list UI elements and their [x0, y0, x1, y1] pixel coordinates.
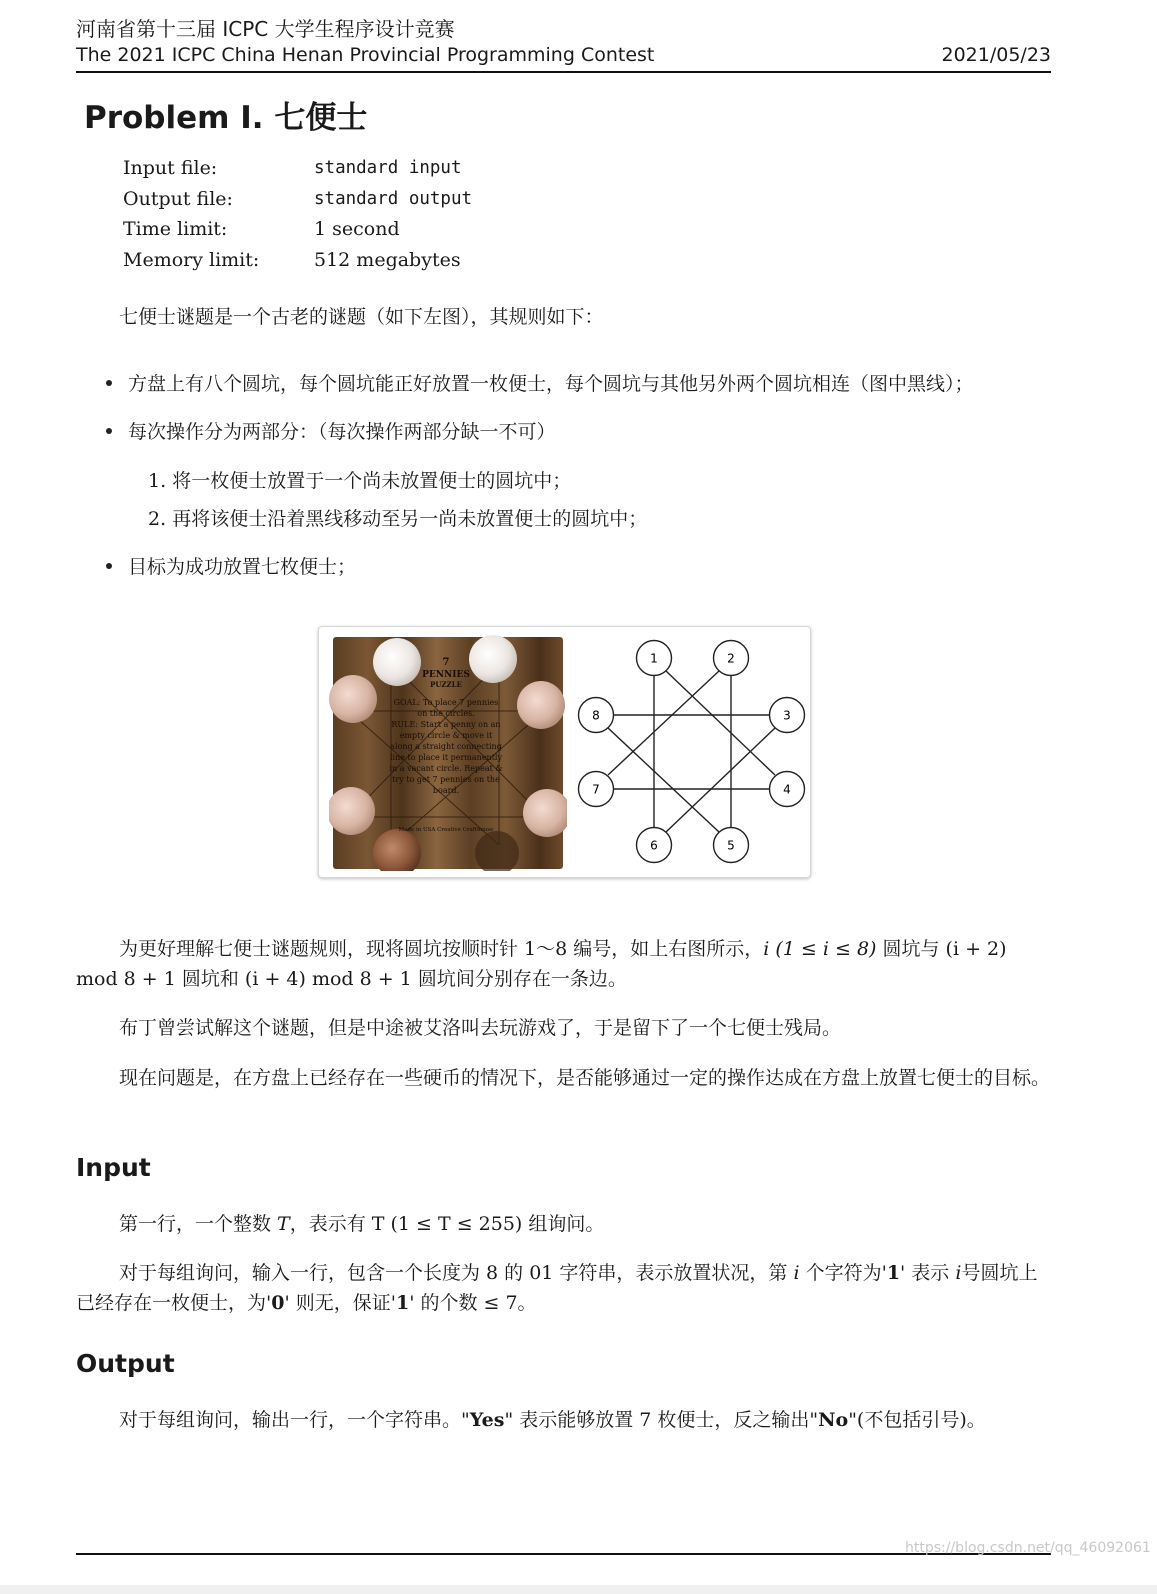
bottom-bar	[0, 1585, 1157, 1594]
graph-node-4	[770, 772, 805, 807]
story-paragraph: 布丁曾尝试解这个谜题，但是中途被艾洛叫去玩游戏了，于是留下了一个七便士残局。	[119, 1017, 842, 1039]
output-description: 对于每组询问，输出一行，一个字符串。"Yes" 表示能够放置 7 枚便士，反之输出"No"(不包括引号)。	[119, 1409, 986, 1431]
meta-row-output-file	[123, 184, 472, 215]
contest-title-cn: 河南省第十三届 ICPC 大学生程序设计竞赛	[76, 17, 455, 41]
graph-node-7	[579, 772, 614, 807]
page-header	[76, 16, 1051, 68]
svg-text:1: 1	[650, 651, 658, 666]
svg-text:try to get 7 pennies on the: try to get 7 pennies on the	[392, 775, 500, 784]
bullet-icon	[106, 563, 112, 569]
question-paragraph: 现在问题是，在方盘上已经存在一些硬币的情况下，是否能够通过一定的操作达成在方盘上放置七便士的目标。	[119, 1067, 1051, 1089]
intro-paragraph: 七便士谜题是一个古老的谜题（如下左图），其规则如下：	[119, 306, 604, 328]
meta-value: 1 second	[314, 218, 400, 240]
graph-node-1	[637, 641, 672, 676]
meta-row-memory-limit	[123, 245, 472, 276]
svg-text:line to place it permanently: line to place it permanently	[389, 753, 503, 762]
graph-node-8	[579, 698, 614, 733]
problem-meta-table	[123, 153, 472, 275]
meta-value: standard input	[314, 158, 462, 178]
graph-node-5	[714, 828, 749, 863]
meta-key: Time limit:	[123, 218, 228, 240]
graph-node-2	[714, 641, 749, 676]
watermark-text: https://blog.csdn.net/qq_46092061	[905, 1540, 1151, 1556]
graph-node-3	[770, 698, 805, 733]
svg-text:in a vacant circle. Repeat &: in a vacant circle. Repeat &	[389, 764, 503, 773]
meta-key: Output file:	[123, 187, 233, 210]
contest-date: 2021/05/23	[941, 44, 1051, 66]
meta-row-time-limit	[123, 214, 472, 245]
input-line-2: 对于每组询问，输入一行，包含一个长度为 8 的 01 字符串，表示放置状况，第 i 个字符为'1' 表示 i号圆坑上已经存在一枚便士，为'0' 则无，保证'1' 的个数 ≤ 7。	[76, 1262, 1038, 1314]
graph-nodes	[579, 641, 805, 863]
numbered-graph-diagram	[571, 627, 809, 877]
svg-text:Made in USA Creative Crafthous: Made in USA Creative Crafthouse	[398, 827, 494, 833]
svg-text:PENNIES: PENNIES	[422, 670, 470, 680]
svg-text:board.: board.	[432, 786, 460, 795]
input-heading: Input	[76, 1153, 151, 1182]
svg-text:RULE: Start a penny on an: RULE: Start a penny on an	[391, 720, 501, 729]
rule-step-2: 2. 再将该便士沿着黑线移动至另一尚未放置便士的圆坑中；	[148, 508, 648, 530]
meta-key: Memory limit:	[123, 248, 260, 271]
numbering-paragraph: 为更好理解七便士谜题规则，现将圆坑按顺时针 1～8 编号，如上右图所示，i (1 ≤ i ≤ 8) 圆坑与 (i + 2) mod 8 + 1 圆坑和 (i + 4) mod 8 + 1 圆坑间分别存在一条边。	[76, 938, 1007, 990]
svg-text:on the circles.: on the circles.	[417, 709, 475, 718]
rule-bullet-1: 方盘上有八个圆坑，每个圆坑能正好放置一枚便士，每个圆坑与其他另外两个圆坑相连（图中黑线）；	[106, 369, 974, 399]
header-divider	[76, 71, 1051, 73]
meta-value: standard output	[314, 188, 473, 209]
graph-node-6	[637, 828, 672, 863]
svg-text:along a straight connecting: along a straight connecting	[390, 742, 502, 751]
svg-text:PUZZLE: PUZZLE	[430, 680, 462, 689]
puzzle-board-photo	[329, 635, 567, 871]
svg-text:2: 2	[727, 651, 735, 666]
contest-title-en: The 2021 ICPC China Henan Provincial Programming Contest	[76, 44, 655, 66]
svg-text:7: 7	[442, 657, 450, 668]
svg-text:8: 8	[592, 708, 600, 723]
puzzle-figure	[318, 626, 811, 878]
svg-text:empty circle & move it: empty circle & move it	[399, 731, 493, 740]
svg-text:5: 5	[727, 838, 735, 853]
svg-text:6: 6	[650, 838, 658, 853]
rule-step-1: 1. 将一枚便士放置于一个尚未放置便士的圆坑中；	[148, 470, 572, 492]
svg-text:3: 3	[783, 708, 791, 723]
problem-title: Problem I. 七便士	[84, 100, 368, 136]
svg-text:7: 7	[592, 782, 600, 797]
bullet-icon	[106, 428, 112, 434]
rule-bullet-3: 目标为成功放置七枚便士；	[106, 552, 356, 582]
meta-value: 512 megabytes	[314, 248, 461, 271]
bullet-icon	[106, 380, 112, 386]
output-heading: Output	[76, 1349, 175, 1378]
svg-text:4: 4	[783, 782, 791, 797]
meta-key: Input file:	[123, 157, 218, 179]
svg-text:GOAL: To place 7 pennies: GOAL: To place 7 pennies	[393, 698, 499, 707]
meta-row-input-file	[123, 153, 472, 184]
input-line-1: 第一行，一个整数 T，表示有 T (1 ≤ T ≤ 255) 组询问。	[119, 1213, 605, 1235]
rule-bullet-2: 每次操作分为两部分：（每次操作两部分缺一不可）	[106, 417, 556, 447]
